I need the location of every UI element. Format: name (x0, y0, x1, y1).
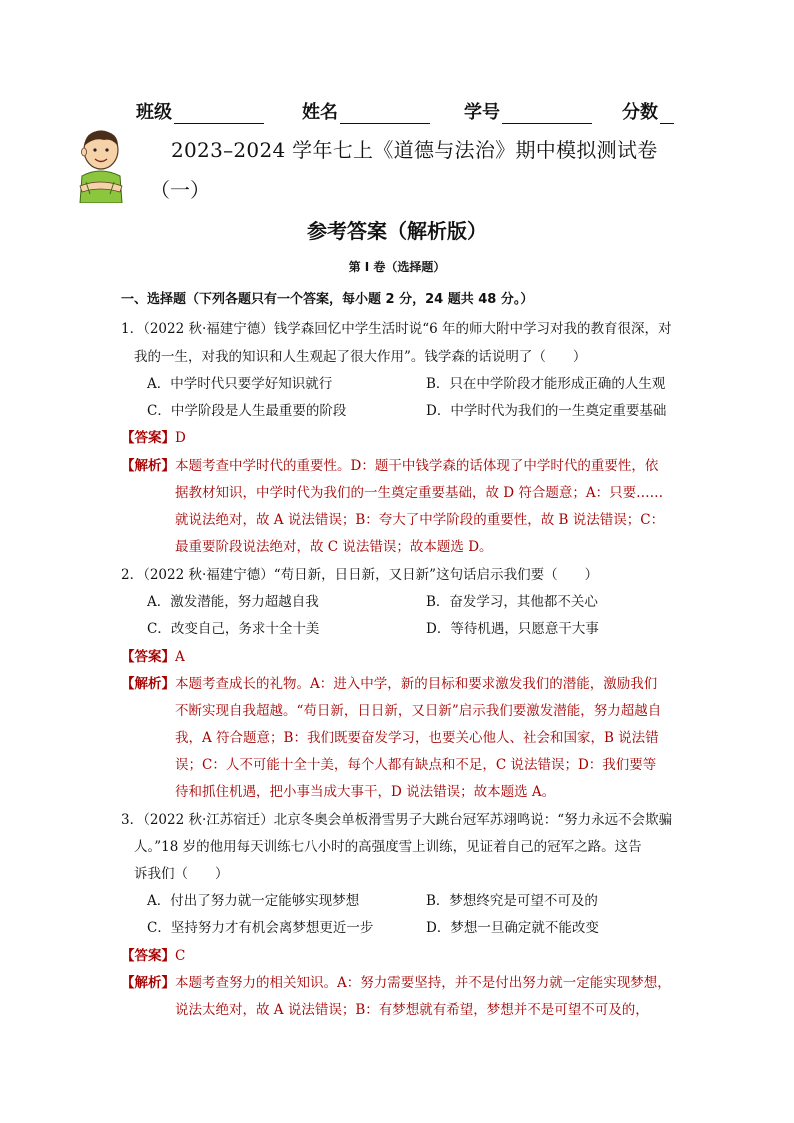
question-2-analysis-line: 误；C：人不可能十全十美，每个人都有缺点和不足，C 说法错误；D：我们要等 (175, 757, 657, 773)
question-1-analysis-line: 就说法绝对，故 A 说法错误；B：夸大了中学阶段的重要性，故 B 说法错误；C： (175, 512, 665, 528)
question-3-analysis-label: 【解析】 (121, 975, 175, 991)
exam-title-continued: （一） (150, 178, 210, 202)
question-1-answer (121, 429, 186, 447)
answer-label: 【答案】 (121, 430, 175, 446)
question-1-option-a: A．中学时代只要学好知识就行 (147, 376, 333, 392)
question-2-answer (121, 648, 185, 666)
question-3-stem: 3．（2022 秋·江苏宿迁）北京冬奥会单板滑雪男子大跳台冠军苏翊鸣说：“努力永远不会欺骗 (121, 812, 673, 828)
question-3-option-d: D．梦想一旦确定就不能改变 (426, 920, 599, 936)
question-3-stem-continued: 人。”18 岁的他用每天训练七八小时的高强度雪上训练，见证着自己的冠军之路。这告 (134, 839, 642, 855)
answer-label: 【答案】 (121, 948, 175, 964)
name-label: 姓名 (302, 102, 338, 123)
question-2-analysis-line: 不断实现自我超越。“苟日新，日日新，又日新”启示我们要激发潜能，努力超越自 (175, 703, 662, 719)
question-1-option-c: C．中学阶段是人生最重要的阶段 (147, 403, 347, 419)
question-3-analysis-line: 说法太绝对，故 A 说法错误；B：有梦想就有希望，梦想并不是可望不可及的， (175, 1002, 649, 1018)
question-1-analysis-line: 本题考查中学时代的重要性。D：题干中钱学森的话体现了中学时代的重要性，依 (175, 458, 659, 474)
volume-heading: 第 I 卷（选择题） (348, 260, 446, 274)
exam-title: 2023–2024 学年七上《道德与法治》期中模拟测试卷 (171, 138, 658, 162)
question-2-option-d: D．等待机遇，只愿意干大事 (426, 621, 599, 637)
class-label: 班级 (136, 102, 172, 123)
student-number-label: 学号 (464, 102, 500, 123)
question-2-analysis-line: 我，A 符合题意；B：我们既要奋发学习，也要关心他人、社会和国家，B 说法错 (175, 730, 659, 746)
question-3-stem-continued: 诉我们（ ） (134, 866, 229, 882)
question-1-option-b: B．只在中学阶段才能形成正确的人生观 (426, 376, 666, 392)
question-2-option-b: B．奋发学习，其他都不关心 (426, 594, 598, 610)
answer-value: A (175, 649, 185, 665)
question-1-option-d: D．中学时代为我们的一生奠定重要基础 (426, 403, 667, 419)
question-1-analysis-line: 最重要阶段说法绝对，故 C 说法错误；故本题选 D。 (175, 539, 493, 555)
question-2-analysis-line: 待和抓住机遇，把小事当成大事干，D 说法错误；故本题选 A。 (175, 784, 556, 800)
score-label: 分数 (622, 102, 658, 123)
cartoon-boy-icon (74, 128, 126, 203)
answer-label: 【答案】 (121, 649, 175, 665)
question-3-analysis-line: 本题考查努力的相关知识。A：努力需要坚持，并不是付出努力就一定能实现梦想， (175, 975, 671, 991)
question-3-option-b: B．梦想终究是可望不可及的 (426, 893, 598, 909)
question-3-option-c: C．坚持努力才有机会离梦想更近一步 (147, 920, 374, 936)
question-2-option-c: C．改变自己，务求十全十美 (147, 621, 320, 637)
question-3-option-a: A．付出了努力就一定能够实现梦想 (147, 893, 360, 909)
question-2-stem: 2．（2022 秋·福建宁德）“苟日新，日日新，又日新”这句话启示我们要（ ） (121, 567, 599, 583)
question-1-stem: 1．（2022 秋·福建宁德）钱学森回忆中学生活时说“6 年的师大附中学习对我的教育很深，对 (121, 321, 672, 337)
answer-value: C (175, 948, 186, 964)
answer-key-subtitle: 参考答案（解析版） (307, 219, 487, 243)
question-2-analysis-label: 【解析】 (121, 676, 175, 692)
name-field[interactable] (302, 98, 430, 124)
question-1-analysis-label: 【解析】 (121, 458, 175, 474)
question-1-analysis-line: 据教材知识，中学时代为我们的一生奠定重要基础，故 D 符合题意；A：只要…… (175, 485, 664, 501)
score-field[interactable] (622, 98, 674, 124)
question-2-option-a: A．激发潜能，努力超越自我 (147, 594, 319, 610)
answer-value: D (175, 430, 186, 446)
section-heading: 一、选择题（下列各题只有一个答案，每小题 2 分，24 题共 48 分。） (121, 292, 534, 307)
question-2-analysis-line: 本题考查成长的礼物。A：进入中学，新的目标和要求激发我们的潜能，激励我们 (175, 676, 658, 692)
class-field[interactable] (136, 98, 264, 124)
question-1-stem-continued: 我的一生，对我的知识和人生观起了很大作用”。钱学森的话说明了（ ） (134, 349, 587, 365)
question-3-answer (121, 947, 185, 965)
student-number-field[interactable] (464, 98, 592, 124)
